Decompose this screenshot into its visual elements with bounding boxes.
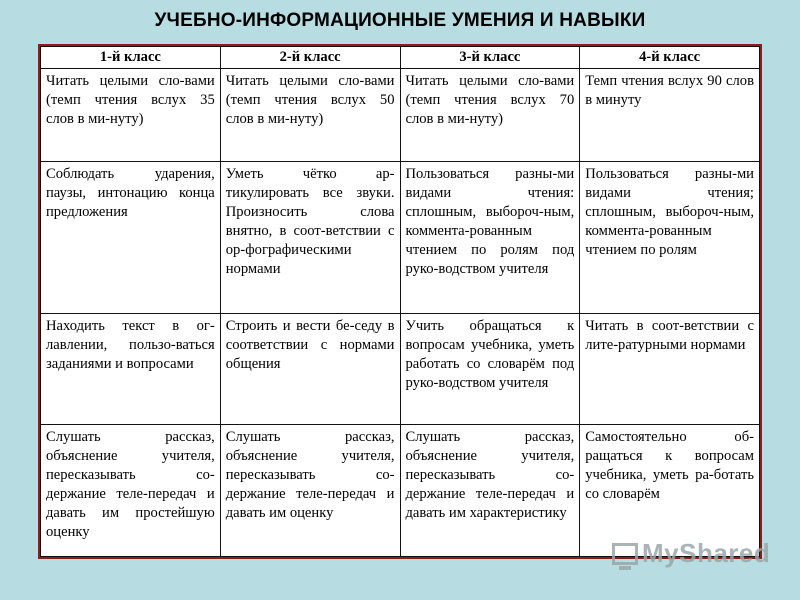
table-cell: Читать в соот-ветствии с лите-ратурными нормами bbox=[580, 314, 760, 425]
page-title: УЧЕБНО-ИНФОРМАЦИОННЫЕ УМЕНИЯ И НАВЫКИ bbox=[154, 10, 646, 31]
watermark-text: MyShared bbox=[642, 538, 771, 568]
table-cell: Читать целыми сло-вами (темп чтения вслух 50 слов в ми-нуту) bbox=[220, 69, 400, 162]
monitor-icon bbox=[612, 543, 638, 565]
table-cell: Учить обращаться к вопросам учебника, уметь работать со словарём под руко-водством учителя bbox=[400, 314, 580, 425]
column-header-grade-4: 4-й класс bbox=[580, 47, 760, 69]
table-cell: Читать целыми сло-вами (темп чтения вслух 70 слов в ми-нуту) bbox=[400, 69, 580, 162]
column-header-grade-2: 2-й класс bbox=[220, 47, 400, 69]
table-cell: Читать целыми сло-вами (темп чтения вслух 35 слов в ми-нуту) bbox=[41, 69, 221, 162]
table-header-row bbox=[41, 47, 760, 69]
table-cell: Пользоваться разны-ми видами чтения; сплошным, выбороч-ным, коммента-рованным чтением по ролям bbox=[580, 162, 760, 314]
table-cell: Находить текст в ог-лавлении, пользо-ваться заданиями и вопросами bbox=[41, 314, 221, 425]
table-row bbox=[41, 314, 760, 425]
table-cell: Самостоятельно об-ращаться к вопросам учебника, уметь ра-ботать со словарём bbox=[580, 425, 760, 557]
table-row bbox=[41, 425, 760, 557]
column-header-grade-1: 1-й класс bbox=[41, 47, 221, 69]
table-cell: Слушать рассказ, объяснение учителя, пересказывать со-держание теле-передач и давать им простейшую оценку bbox=[41, 425, 221, 557]
table-row bbox=[41, 162, 760, 314]
table-cell: Слушать рассказ, объяснение учителя, пересказывать со-держание теле-передач и давать им характеристику bbox=[400, 425, 580, 557]
column-header-grade-3: 3-й класс bbox=[400, 47, 580, 69]
table-cell: Слушать рассказ, объяснение учителя, пересказывать со-держание теле-передач и давать им оценку bbox=[220, 425, 400, 557]
table-cell: Уметь чётко ар-тикулировать все звуки. Произносить слова внятно, в соот-ветствии с ор-фографическими нормами bbox=[220, 162, 400, 314]
skills-table-container bbox=[38, 44, 762, 559]
table-cell: Строить и вести бе-седу в соответствии с нормами общения bbox=[220, 314, 400, 425]
skills-table bbox=[40, 46, 760, 557]
table-cell: Пользоваться разны-ми видами чтения: сплошным, выбороч-ным, коммента-рованным чтением по ролям под руко-водством учителя bbox=[400, 162, 580, 314]
table-row bbox=[41, 69, 760, 162]
table-cell: Темп чтения вслух 90 слов в минуту bbox=[580, 69, 760, 162]
table-cell: Соблюдать ударения, паузы, интонацию конца предложения bbox=[41, 162, 221, 314]
watermark-logo bbox=[612, 538, 770, 569]
